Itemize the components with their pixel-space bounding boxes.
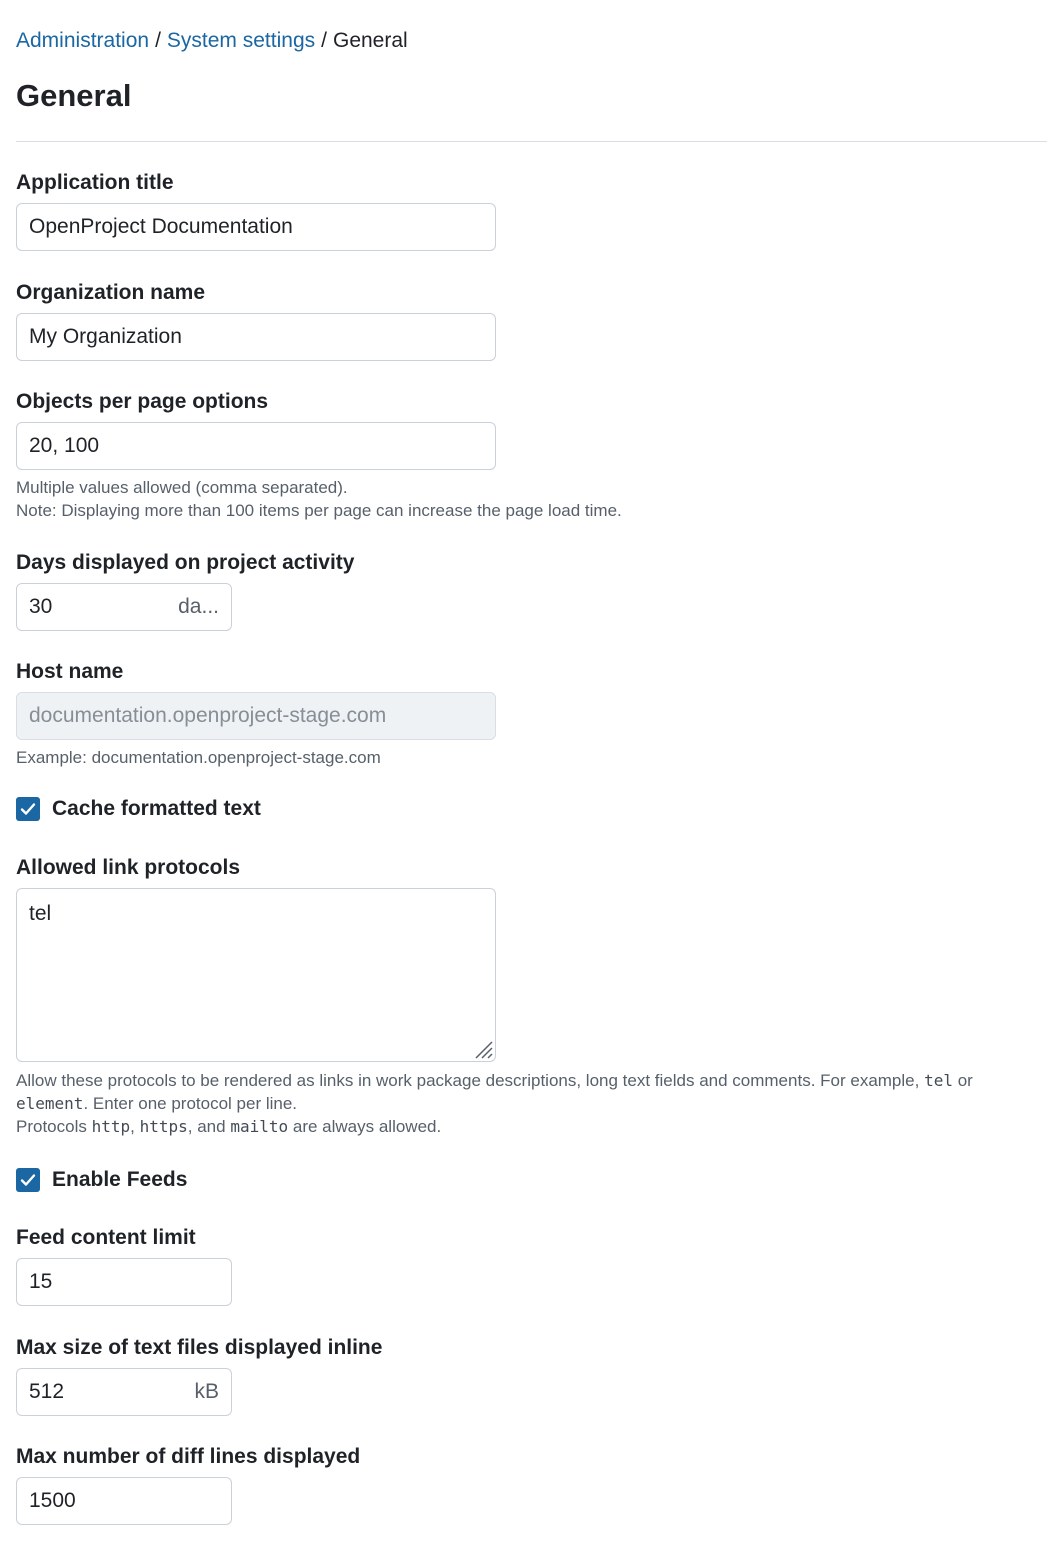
link-protocols-value: tel — [29, 902, 52, 925]
enable-feeds-checkbox[interactable] — [16, 1168, 40, 1192]
max-text-size-value: 512 — [29, 1380, 65, 1403]
feed-limit-input[interactable] — [16, 1258, 232, 1306]
host-name-hint: Example: documentation.openproject-stage.com — [16, 748, 381, 767]
breadcrumb-system-settings[interactable]: System settings — [166, 29, 316, 52]
cache-formatted-text-checkbox[interactable] — [16, 797, 40, 821]
hint-text: , and — [187, 1117, 226, 1136]
activity-days-label: Days displayed on project activity — [16, 551, 355, 574]
max-text-size-input[interactable] — [16, 1368, 232, 1416]
organization-name-input[interactable] — [16, 313, 496, 361]
activity-days-input[interactable] — [16, 583, 232, 631]
max-text-size-label: Max size of text files displayed inline — [16, 1336, 383, 1359]
hint-text: are always allowed. — [292, 1117, 442, 1136]
link-protocols-textarea[interactable] — [16, 888, 496, 1062]
objects-per-page-hint-line1: Multiple values allowed (comma separated). — [16, 478, 348, 497]
page-title: General — [16, 78, 132, 113]
breadcrumb-current: General — [332, 29, 408, 52]
hint-text: Protocols — [16, 1117, 87, 1136]
cache-formatted-text-row[interactable] — [16, 796, 261, 822]
hint-code-mailto: mailto — [230, 1117, 289, 1136]
cache-formatted-text-label: Cache formatted text — [52, 797, 261, 820]
checkmark-icon — [19, 800, 37, 818]
feed-limit-label: Feed content limit — [16, 1226, 196, 1249]
max-diff-lines-input[interactable] — [16, 1477, 232, 1525]
objects-per-page-hint — [16, 476, 1041, 522]
checkmark-icon — [19, 1171, 37, 1189]
host-name-label: Host name — [16, 660, 124, 683]
hint-code-https: https — [139, 1117, 188, 1136]
breadcrumb-separator: / — [321, 29, 327, 52]
enable-feeds-row[interactable] — [16, 1167, 187, 1193]
activity-days-unit: da... — [178, 595, 219, 618]
activity-days-value: 30 — [29, 595, 53, 618]
host-name-input — [16, 692, 496, 740]
objects-per-page-value: 20, 100 — [29, 434, 100, 457]
application-title-value: OpenProject Documentation — [29, 215, 293, 238]
objects-per-page-input[interactable] — [16, 422, 496, 470]
title-divider — [16, 141, 1047, 142]
max-diff-lines-value: 1500 — [29, 1489, 76, 1512]
hint-text: or — [957, 1071, 973, 1090]
hint-text: . Enter one protocol per line. — [83, 1094, 298, 1113]
feed-limit-value: 15 — [29, 1270, 53, 1293]
breadcrumb — [16, 27, 408, 55]
host-name-value: documentation.openproject-stage.com — [29, 704, 387, 727]
application-title-label: Application title — [16, 171, 174, 194]
max-text-size-unit: kB — [194, 1380, 219, 1403]
link-protocols-hint-line1 — [16, 1069, 1041, 1092]
hint-text: , — [130, 1117, 135, 1136]
breadcrumb-administration[interactable]: Administration — [16, 29, 150, 52]
breadcrumb-separator: / — [155, 29, 161, 52]
enable-feeds-label: Enable Feeds — [52, 1168, 188, 1191]
application-title-input[interactable] — [16, 203, 496, 251]
hint-code-http: http — [91, 1117, 131, 1136]
hint-code-tel: tel — [924, 1071, 953, 1090]
objects-per-page-hint-line2: Note: Displaying more than 100 items per page can increase the page load time. — [16, 501, 622, 520]
organization-name-label: Organization name — [16, 281, 206, 304]
link-protocols-hint-line3 — [16, 1115, 1041, 1138]
hint-text: Allow these protocols to be rendered as links in work package descriptions, long text fields and comments. For example, — [16, 1071, 920, 1090]
resize-handle-icon[interactable] — [471, 1037, 493, 1059]
hint-code-element: element — [16, 1094, 84, 1113]
link-protocols-hint — [16, 1069, 1041, 1138]
max-diff-lines-label: Max number of diff lines displayed — [16, 1445, 361, 1468]
organization-name-value: My Organization — [29, 325, 182, 348]
objects-per-page-label: Objects per page options — [16, 390, 269, 413]
link-protocols-hint-line2 — [16, 1092, 1041, 1115]
link-protocols-label: Allowed link protocols — [16, 856, 241, 879]
